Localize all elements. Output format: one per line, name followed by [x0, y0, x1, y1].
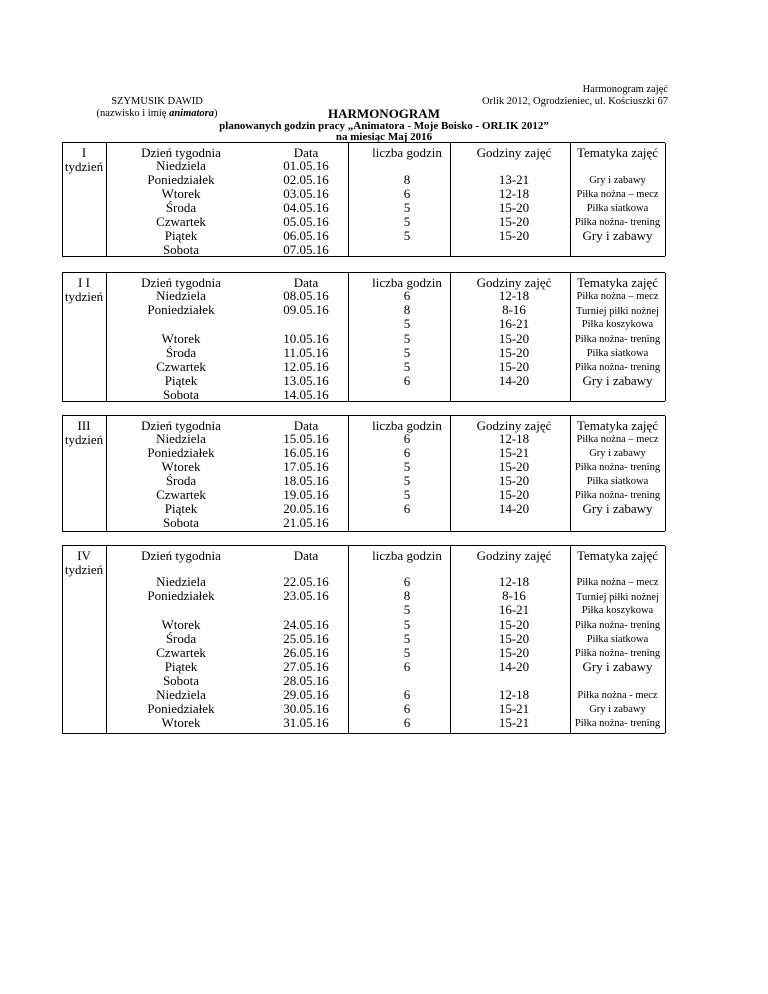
time-cell: 15-20 — [498, 631, 530, 646]
day-cell: Niedziela — [156, 288, 206, 303]
week-label: III tydzień — [64, 418, 104, 447]
day-cell: Niedziela — [156, 687, 206, 702]
day-cell: Poniedziałek — [147, 701, 215, 716]
hours-cell: 5 — [403, 631, 411, 646]
time-cell: 14-20 — [498, 501, 530, 516]
day-cell: Niedziela — [156, 431, 206, 446]
topic-cell: Piłka nożna- trening — [574, 648, 661, 659]
day-cell: Piątek — [164, 501, 198, 516]
col-header-topic: Tematyka zajęć — [576, 145, 658, 160]
date-cell: 14.05.16 — [283, 387, 329, 402]
topic-cell: Piłka koszykowa — [581, 319, 654, 330]
date-cell: 24.05.16 — [283, 617, 329, 632]
topic-cell: Piłka siatkowa — [586, 203, 649, 214]
date-cell: 07.05.16 — [283, 242, 329, 257]
day-cell: Poniedziałek — [147, 172, 215, 187]
hours-cell: 5 — [403, 487, 411, 502]
doc-subtitle: planowanych godzin pracy „Animatora - Moje Boisko - ORLIK 2012” — [219, 120, 549, 132]
time-cell: 14-20 — [498, 659, 530, 674]
col-header-time: Godziny zajęć — [476, 548, 552, 563]
topic-cell: Turniej piłki nożnej — [575, 306, 660, 317]
week-label: I tydzień — [64, 145, 104, 174]
topic-cell: Piłka nożna – mecz — [576, 434, 659, 445]
day-cell: Sobota — [162, 515, 200, 530]
col-header-hours: liczba godzin — [372, 548, 442, 563]
time-cell: 8-16 — [502, 302, 526, 317]
hours-cell: 5 — [403, 602, 411, 617]
col-header-day: Dzień tygodnia — [141, 418, 221, 433]
topic-cell: Piłka nożna – mecz — [576, 189, 659, 200]
day-cell: Wtorek — [161, 715, 201, 730]
col-header-time: Godziny zajęć — [476, 145, 552, 160]
topic-cell: Gry i zabawy — [589, 448, 646, 459]
time-cell: 13-21 — [498, 172, 530, 187]
topic-cell: Gry i zabawy — [582, 228, 653, 243]
time-cell: 15-20 — [498, 473, 530, 488]
date-cell: 08.05.16 — [283, 288, 329, 303]
hours-cell: 5 — [403, 331, 411, 346]
animator-caption: (nazwisko i imię animatora) — [96, 108, 218, 119]
day-cell: Wtorek — [161, 331, 201, 346]
date-cell: 01.05.16 — [283, 158, 329, 173]
topic-cell: Gry i zabawy — [589, 704, 646, 715]
col-header-time: Godziny zajęć — [476, 275, 552, 290]
week-label: IV tydzień — [64, 548, 104, 577]
topic-cell: Gry i zabawy — [589, 175, 646, 186]
week-1-block — [62, 142, 665, 257]
hours-cell: 5 — [403, 228, 411, 243]
time-cell: 12-18 — [498, 574, 530, 589]
date-cell: 21.05.16 — [283, 515, 329, 530]
hours-cell: 6 — [403, 701, 411, 716]
date-cell: 17.05.16 — [283, 459, 329, 474]
hours-cell: 5 — [403, 645, 411, 660]
topic-cell: Piłka koszykowa — [581, 605, 654, 616]
col-header-day: Dzień tygodnia — [141, 275, 221, 290]
time-cell: 12-18 — [498, 288, 530, 303]
hours-cell: 6 — [403, 501, 411, 516]
date-cell: 22.05.16 — [283, 574, 329, 589]
day-cell: Sobota — [162, 673, 200, 688]
date-cell: 05.05.16 — [283, 214, 329, 229]
time-cell: 15-20 — [498, 228, 530, 243]
topic-cell: Piłka nożna- trening — [574, 362, 661, 373]
time-cell: 15-20 — [498, 331, 530, 346]
day-cell: Wtorek — [161, 459, 201, 474]
topic-cell: Gry i zabawy — [582, 501, 653, 516]
hours-cell: 6 — [403, 373, 411, 388]
time-cell: 16-21 — [498, 602, 530, 617]
col-header-time: Godziny zajęć — [476, 418, 552, 433]
date-cell: 16.05.16 — [283, 445, 329, 460]
hours-cell: 6 — [403, 574, 411, 589]
week-4-block — [62, 545, 665, 734]
week-2-block — [62, 272, 665, 402]
hours-cell: 5 — [403, 473, 411, 488]
day-cell: Czwartek — [156, 487, 206, 502]
topic-cell: Piłka siatkowa — [586, 634, 649, 645]
date-cell: 15.05.16 — [283, 431, 329, 446]
time-cell: 15-21 — [498, 715, 530, 730]
day-cell: Środa — [165, 345, 197, 360]
time-cell: 15-20 — [498, 200, 530, 215]
topic-cell: Piłka nożna- trening — [574, 620, 661, 631]
col-header-topic: Tematyka zajęć — [576, 275, 658, 290]
date-cell: 25.05.16 — [283, 631, 329, 646]
day-cell: Sobota — [162, 387, 200, 402]
day-cell: Czwartek — [156, 359, 206, 374]
day-cell: Wtorek — [161, 617, 201, 632]
col-header-day: Dzień tygodnia — [141, 145, 221, 160]
day-cell: Poniedziałek — [147, 588, 215, 603]
date-cell: 18.05.16 — [283, 473, 329, 488]
day-cell: Wtorek — [161, 186, 201, 201]
doc-title: HARMONOGRAM — [328, 106, 440, 121]
day-cell: Niedziela — [156, 574, 206, 589]
hours-cell: 5 — [403, 617, 411, 632]
day-cell: Piątek — [164, 659, 198, 674]
hours-cell: 6 — [403, 659, 411, 674]
time-cell: 14-20 — [498, 373, 530, 388]
date-cell: 29.05.16 — [283, 687, 329, 702]
col-header-hours: liczba godzin — [372, 418, 442, 433]
time-cell: 15-20 — [498, 359, 530, 374]
topic-cell: Piłka siatkowa — [586, 348, 649, 359]
time-cell: 15-20 — [498, 487, 530, 502]
hours-cell: 6 — [403, 715, 411, 730]
col-header-topic: Tematyka zajęć — [576, 418, 658, 433]
topic-cell: Piłka nożna – mecz — [576, 577, 659, 588]
time-cell: 15-20 — [498, 617, 530, 632]
topic-cell: Gry i zabawy — [582, 659, 653, 674]
date-cell: 11.05.16 — [283, 345, 329, 360]
animator-name: SZYMUSIK DAWID — [111, 96, 203, 107]
topic-cell: Piłka nożna- trening — [574, 718, 661, 729]
date-cell: 10.05.16 — [283, 331, 329, 346]
day-cell: Czwartek — [156, 214, 206, 229]
topic-cell: Piłka nożna - mecz — [577, 690, 658, 701]
time-cell: 12-18 — [498, 431, 530, 446]
day-cell: Poniedziałek — [147, 445, 215, 460]
hours-cell: 8 — [403, 302, 411, 317]
date-cell: 23.05.16 — [283, 588, 329, 603]
day-cell: Czwartek — [156, 645, 206, 660]
col-header-date: Data — [293, 418, 319, 433]
time-cell: 15-20 — [498, 214, 530, 229]
hours-cell: 5 — [403, 200, 411, 215]
day-cell: Sobota — [162, 242, 200, 257]
time-cell: 12-18 — [498, 687, 530, 702]
day-cell: Poniedziałek — [147, 302, 215, 317]
hours-cell: 5 — [403, 214, 411, 229]
week-label: I I tydzień — [64, 275, 104, 304]
hours-cell: 6 — [403, 687, 411, 702]
date-cell: 12.05.16 — [283, 359, 329, 374]
date-cell: 06.05.16 — [283, 228, 329, 243]
time-cell: 12-18 — [498, 186, 530, 201]
date-cell: 26.05.16 — [283, 645, 329, 660]
date-cell: 28.05.16 — [283, 673, 329, 688]
time-cell: 15-21 — [498, 701, 530, 716]
topic-cell: Piłka nożna- trening — [574, 490, 661, 501]
hours-cell: 5 — [403, 459, 411, 474]
hours-cell: 5 — [403, 359, 411, 374]
col-header-date: Data — [293, 548, 319, 563]
day-cell: Piątek — [164, 228, 198, 243]
hours-cell: 5 — [403, 345, 411, 360]
date-cell: 09.05.16 — [283, 302, 329, 317]
day-cell: Środa — [165, 631, 197, 646]
hours-cell: 6 — [403, 186, 411, 201]
time-cell: 15-20 — [498, 459, 530, 474]
date-cell: 19.05.16 — [283, 487, 329, 502]
date-cell: 20.05.16 — [283, 501, 329, 516]
location: Orlik 2012, Ogrodzieniec, ul. Kościuszki 67 — [481, 96, 668, 107]
date-cell: 31.05.16 — [283, 715, 329, 730]
date-cell: 04.05.16 — [283, 200, 329, 215]
time-cell: 8-16 — [502, 588, 526, 603]
date-cell: 03.05.16 — [283, 186, 329, 201]
hours-cell: 6 — [403, 431, 411, 446]
doc-month: na miesiąc Maj 2016 — [335, 131, 433, 143]
date-cell: 27.05.16 — [283, 659, 329, 674]
topic-cell: Gry i zabawy — [582, 373, 653, 388]
hours-cell: 6 — [403, 288, 411, 303]
col-header-date: Data — [293, 145, 319, 160]
hours-cell: 6 — [403, 445, 411, 460]
hours-cell: 5 — [403, 316, 411, 331]
date-cell: 13.05.16 — [283, 373, 329, 388]
topic-cell: Piłka siatkowa — [586, 476, 649, 487]
topic-cell: Piłka nożna- trening — [574, 462, 661, 473]
date-cell: 30.05.16 — [283, 701, 329, 716]
hours-cell: 8 — [403, 588, 411, 603]
time-cell: 15-20 — [498, 645, 530, 660]
time-cell: 15-20 — [498, 345, 530, 360]
day-cell: Niedziela — [156, 158, 206, 173]
day-cell: Środa — [165, 473, 197, 488]
topic-cell: Turniej piłki nożnej — [575, 592, 660, 603]
time-cell: 16-21 — [498, 316, 530, 331]
col-header-date: Data — [293, 275, 319, 290]
col-header-hours: liczba godzin — [372, 275, 442, 290]
hours-cell: 8 — [403, 172, 411, 187]
harmonogram-label: Harmonogram zajęć — [582, 84, 668, 95]
date-cell: 02.05.16 — [283, 172, 329, 187]
week-3-block — [62, 415, 665, 532]
col-header-day: Dzień tygodnia — [141, 548, 221, 563]
day-cell: Piątek — [164, 373, 198, 388]
topic-cell: Piłka nożna- trening — [574, 334, 661, 345]
topic-cell: Piłka nożna – mecz — [576, 291, 659, 302]
time-cell: 15-21 — [498, 445, 530, 460]
col-header-hours: liczba godzin — [372, 145, 442, 160]
topic-cell: Piłka nożna- trening — [574, 217, 661, 228]
day-cell: Środa — [165, 200, 197, 215]
col-header-topic: Tematyka zajęć — [576, 548, 658, 563]
